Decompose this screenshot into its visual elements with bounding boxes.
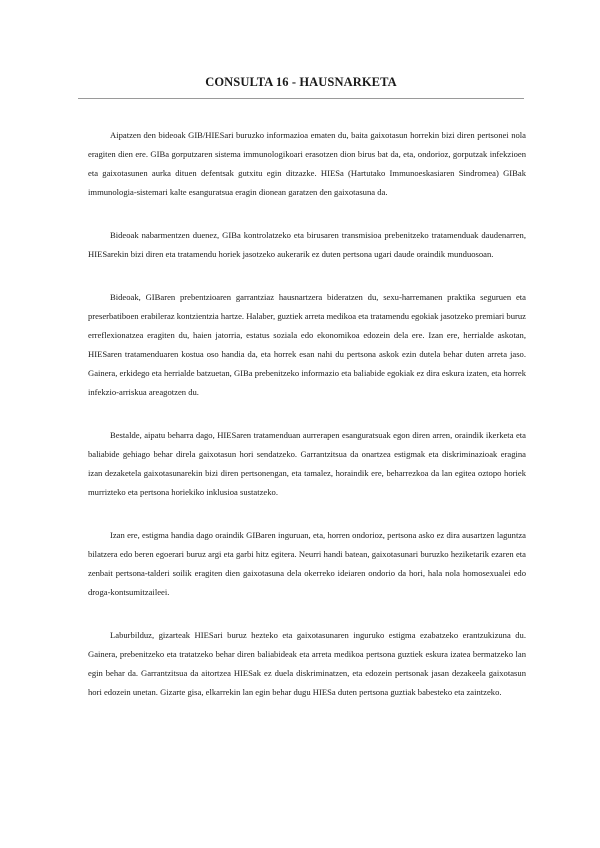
paragraph-intro: Aipatzen den bideoak GIB/HIESari buruzko informazioa ematen du, baita gaixotasun horrekin bizi diren pertsonei nola eragiten dien ere. GIBa gorputzaren sistema immunologikoari erasotzen dion birus bat da, eta, ondorioz, gorputzak infekzioen eta gaixotasunen aurka dituen defentsak gutxitu egin ditzazke. HIESa (Hartutako Immunoeskasiaren Sindromea) GIBak immunologia-sistemari kalte esanguratsua eragin dionean garatzen den gaixotasuna da. — [88, 130, 526, 197]
title-divider — [78, 98, 524, 99]
paragraph-prevention: Bideoak, GIBaren prebentzioaren garrantziaz hausnartzera bideratzen du, sexu-harremanen praktika seguruen eta preserbatiboen erabileraz kontzientzia hartze. Halaber, guztiek arreta medikoa eta tratamendu egokiak jasotzeko premiari buruz erreflexionatzea eragiten du, haien jatorria, estatus soziala edo ekonomikoa edozein dela ere. Izan ere, herrialde askotan, HIESaren tratamenduaren kostua oso handia da, eta horrek esan nahi du pertsona askok ezin dutela behar duten arreta jaso. Gainera, erkidego eta herrialde batzuetan, GIBa prebenitzeko informazio eta baliabide egokiak ez dira eskura izaten, eta horrek infekzio-arriskua areagotzen du. — [88, 292, 526, 397]
document-body — [88, 126, 526, 726]
paragraph-research-stigma: Bestalde, aipatu beharra dago, HIESaren tratamenduan aurrerapen esanguratsuak egon diren arren, oraindik ikerketa eta baliabide gehiago behar direla gaixotasun hori sendatzeko. Garrantzitsua da onartzea estigmak eta diskriminazioak eragina izan dezaketela gaixotasunarekin bizi diren pertsonengan, eta tamalez, horaindik ere, beharrezkoa da lan egitea oztopo horiek murrizteko eta pertsona horiekiko inklusioa sustatzeko. — [88, 430, 526, 497]
paragraph-stigma: Izan ere, estigma handia dago oraindik GIBaren inguruan, eta, horren ondorioz, pertsona asko ez dira ausartzen laguntza bilatzera edo beren egoerari buruz argi eta garbi hitz egitera. Neurri handi batean, gaixotasunari buruzko heziketarik ezaren eta zenbait pertsona-talderi soilik eragiten dien gaixotasuna dela okerreko ideiaren ondorio da hori, hala nola homosexualei edo droga-kontsumitzaileei. — [88, 530, 526, 597]
paragraph-treatment-access: Bideoak nabarmentzen duenez, GIBa kontrolatzeko eta birusaren transmisioa prebenitzeko tratamenduak daudenarren, HIESarekin bizi diren eta tratamendu horiek jasotzeko aukerarik ez duten pertsona ugari daude oraindik munduosoan. — [88, 230, 526, 259]
paragraph-conclusion: Laburbilduz, gizarteak HIESari buruz hezteko eta gaixotasunaren inguruko estigma ezabatzeko erantzukizuna du. Gainera, prebenitzeko eta tratatzeko behar diren baliabideak eta arreta medikoa pertsona guztiek eskura izatea bermatzeko lan egin behar da. Garrantzitsua da aitortzea HIESak ez duela diskriminatzen, eta edozein pertsonak jasan dezakeela gaixotasun hori edozein unetan. Gizarte gisa, elkarrekin lan egin behar dugu HIESa duten pertsona guztiak babesteko eta zaintzeko. — [88, 630, 526, 697]
document-title: CONSULTA 16 - HAUSNARKETA — [205, 75, 397, 89]
